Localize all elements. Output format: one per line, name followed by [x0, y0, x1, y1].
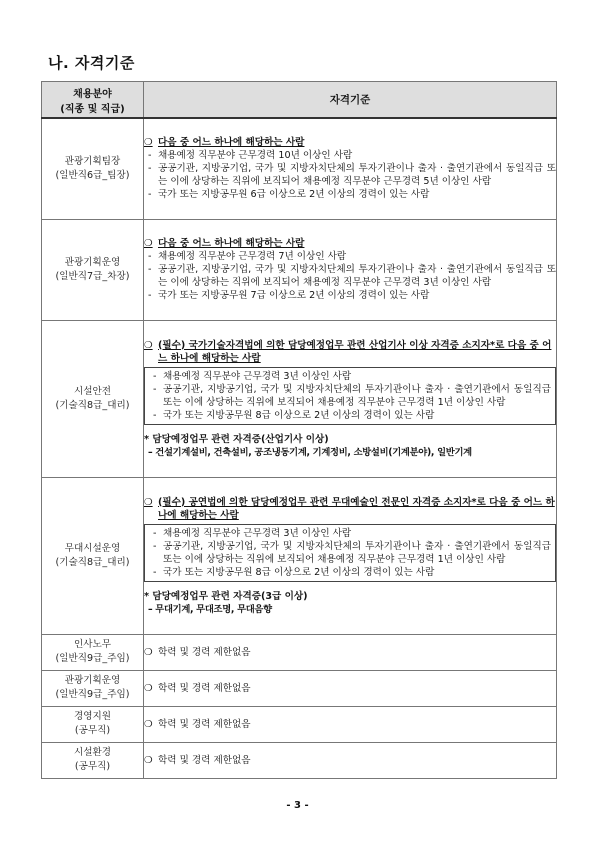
- list-item: [149, 370, 551, 383]
- qualification-heading-text: 다음 중 어느 하나에 해당하는 사람: [158, 238, 305, 249]
- dash-bullet: -: [148, 251, 152, 262]
- qualification-cell: [144, 219, 557, 320]
- qualification-heading: [144, 646, 556, 659]
- table-row: [42, 219, 557, 320]
- field-name: 관광기획팀장: [64, 155, 121, 167]
- list-item: [149, 409, 551, 422]
- field-cell: [42, 706, 144, 742]
- table-row: [42, 477, 557, 634]
- qualification-cell: [144, 320, 557, 477]
- field-grade: (일반직6급_팀장): [55, 169, 130, 181]
- circle-bullet-icon: ❍: [144, 238, 153, 249]
- qualification-heading: [144, 754, 556, 767]
- field-grade: (공무직): [74, 725, 111, 736]
- field-cell: [42, 742, 144, 778]
- list-item-text: 국가 또는 지방공무원 8급 이상으로 2년 이상의 경력이 있는 사람: [163, 409, 435, 421]
- qualification-cell: [144, 670, 557, 706]
- table-row: [42, 670, 557, 706]
- header-field-line1: 채용분야: [73, 88, 112, 100]
- circle-bullet-icon: ❍: [144, 754, 153, 766]
- list-item-text: 채용예정 직무분야 근무경력 3년 이상인 사람: [163, 370, 352, 382]
- list-item-text: 공공기관, 지방공기업, 국가 및 지방자치단체의 투자기관이나 출자 · 출연기관에서 동일직급 또는 이에 상당하는 직위에 보직되어 채용예정 직무분야 근무경력 1년 이상인 사람: [163, 383, 551, 408]
- dash-bullet: -: [148, 163, 152, 175]
- header-field: [42, 82, 144, 119]
- list-item: [144, 263, 556, 289]
- section-title: 나. 자격기준: [48, 54, 135, 72]
- field-name: 무대시설운영: [64, 542, 121, 554]
- qualification-heading: [144, 136, 556, 149]
- list-item-text: 채용예정 직무분야 근무경력 3년 이상인 사람: [163, 527, 352, 539]
- qualification-heading-text: 학력 및 경력 제한없음: [158, 646, 251, 658]
- dash-bullet: -: [148, 290, 152, 301]
- qualification-cell: [144, 706, 557, 742]
- list-item: [144, 149, 556, 162]
- field-grade: (일반직7급_차장): [55, 270, 130, 282]
- table-row: [42, 742, 557, 778]
- circle-bullet-icon: ❍: [144, 339, 153, 351]
- dash-bullet: -: [153, 566, 157, 578]
- list-item-text: 채용예정 직무분야 근무경력 7년 이상인 사람: [158, 251, 347, 262]
- list-item: [149, 527, 551, 540]
- table-header-row: [42, 82, 557, 119]
- table-row: [42, 634, 557, 670]
- field-cell: [42, 219, 144, 320]
- dash-bullet: -: [148, 150, 152, 162]
- circle-bullet-icon: ❍: [144, 496, 153, 508]
- field-name: 관광기획운영: [64, 675, 121, 686]
- field-cell: [42, 670, 144, 706]
- qualification-cell: [144, 477, 557, 634]
- list-item-text: 국가 또는 지방공무원 7급 이상으로 2년 이상의 경력이 있는 사람: [158, 290, 430, 301]
- dash-bullet: -: [153, 527, 157, 539]
- qualification-heading: [144, 237, 556, 250]
- qualification-heading-text: 학력 및 경력 제한없음: [158, 682, 251, 694]
- list-item-text: 국가 또는 지방공무원 6급 이상으로 2년 이상의 경력이 있는 사람: [158, 189, 430, 201]
- dash-bullet: -: [153, 383, 157, 395]
- list-item: [149, 383, 551, 409]
- header-field-line2: (직종 및 직급): [60, 103, 125, 115]
- list-item: [144, 289, 556, 302]
- requirement-box: [144, 367, 556, 425]
- qualification-heading: [144, 339, 556, 365]
- certificate-note-list: – 무대기계, 무대조명, 무대음향: [148, 603, 272, 615]
- table-row: [42, 118, 557, 219]
- qualification-heading: [144, 682, 556, 695]
- circle-bullet-icon: ❍: [144, 137, 153, 149]
- list-item-text: 공공기관, 지방공기업, 국가 및 지방자치단체의 투자기관이나 출자 · 출연기관에서 동일직급 또는 이에 상당하는 직위에 보직되어 채용예정 직무분야 근무경력 1년 이상인 사람: [163, 540, 551, 565]
- field-cell: [42, 320, 144, 477]
- qualification-table: [41, 81, 557, 779]
- field-cell: [42, 477, 144, 634]
- qualification-heading-text: (필수) 국가기술자격법에 의한 담당예정업무 관련 산업기사 이상 자격증 소지자*로 다음 중 어느 하나에 해당하는 사람: [158, 339, 552, 364]
- qualification-heading-text: 다음 중 어느 하나에 해당하는 사람: [158, 137, 305, 149]
- qualification-heading-text: (필수) 공연법에 의한 담당예정업무 관련 무대예술인 전문인 자격증 소지자*로 다음 중 어느 하나에 해당하는 사람: [158, 496, 555, 521]
- certificate-note: [144, 590, 556, 616]
- list-item-text: 채용예정 직무분야 근무경력 10년 이상인 사람: [158, 150, 353, 162]
- page-number: - 3 -: [286, 800, 309, 811]
- list-item: [144, 188, 556, 201]
- field-name: 경영지원: [73, 711, 112, 722]
- qualification-heading: [144, 718, 556, 731]
- field-grade: (일반직9급_주임): [55, 689, 130, 700]
- certificate-note-title: * 담당예정업무 관련 자격증(3급 이상): [144, 590, 308, 602]
- circle-bullet-icon: ❍: [144, 718, 153, 730]
- field-grade: (공무직): [74, 761, 111, 772]
- dash-bullet: -: [153, 370, 157, 382]
- field-grade: (기술직8급_대리): [55, 399, 130, 411]
- list-item-text: 공공기관, 지방공기업, 국가 및 지방자치단체의 투자기관이나 출자 · 출연기관에서 동일직급 또는 이에 상당하는 직위에 보직되어 채용예정 직무분야 근무경력 3년 이상인 사람: [158, 264, 556, 288]
- circle-bullet-icon: ❍: [144, 682, 153, 694]
- list-item-text: 국가 또는 지방공무원 8급 이상으로 2년 이상의 경력이 있는 사람: [163, 566, 435, 578]
- dash-bullet: -: [153, 409, 157, 421]
- field-grade: (기술직8급_대리): [55, 556, 130, 568]
- circle-bullet-icon: ❍: [144, 646, 153, 658]
- field-name: 관광기획운영: [64, 256, 121, 268]
- list-item: [144, 162, 556, 188]
- header-qualification: 자격기준: [144, 82, 557, 119]
- dash-bullet: -: [153, 540, 157, 552]
- qualification-heading-text: 학력 및 경력 제한없음: [158, 718, 251, 730]
- field-cell: [42, 118, 144, 219]
- list-item: [149, 566, 551, 579]
- field-name: 인사노무: [73, 639, 112, 650]
- qualification-cell: [144, 742, 557, 778]
- qualification-heading: [144, 496, 556, 522]
- certificate-note: [144, 433, 556, 459]
- list-item: [144, 250, 556, 263]
- certificate-note-title: * 담당예정업무 관련 자격증(산업기사 이상): [144, 433, 329, 445]
- dash-bullet: -: [148, 264, 152, 275]
- list-item-text: 공공기관, 지방공기업, 국가 및 지방자치단체의 투자기관이나 출자 · 출연기관에서 동일직급 또는 이에 상당하는 직위에 보직되어 채용예정 직무분야 근무경력 5년 이상인 사람: [158, 163, 556, 188]
- field-name: 시설안전: [73, 385, 112, 397]
- field-name: 시설환경: [73, 747, 112, 758]
- qualification-cell: [144, 634, 557, 670]
- qualification-heading-text: 학력 및 경력 제한없음: [158, 754, 251, 766]
- table-row: [42, 706, 557, 742]
- qualification-cell: [144, 118, 557, 219]
- field-grade: (일반직9급_주임): [55, 653, 130, 664]
- table-row: [42, 320, 557, 477]
- dash-bullet: -: [148, 189, 152, 201]
- requirement-box: [144, 524, 556, 582]
- list-item: [149, 540, 551, 566]
- certificate-note-list: – 건설기계설비, 건축설비, 공조냉동기계, 기계정비, 소방설비(기계분야), 일반기계: [148, 446, 472, 458]
- field-cell: [42, 634, 144, 670]
